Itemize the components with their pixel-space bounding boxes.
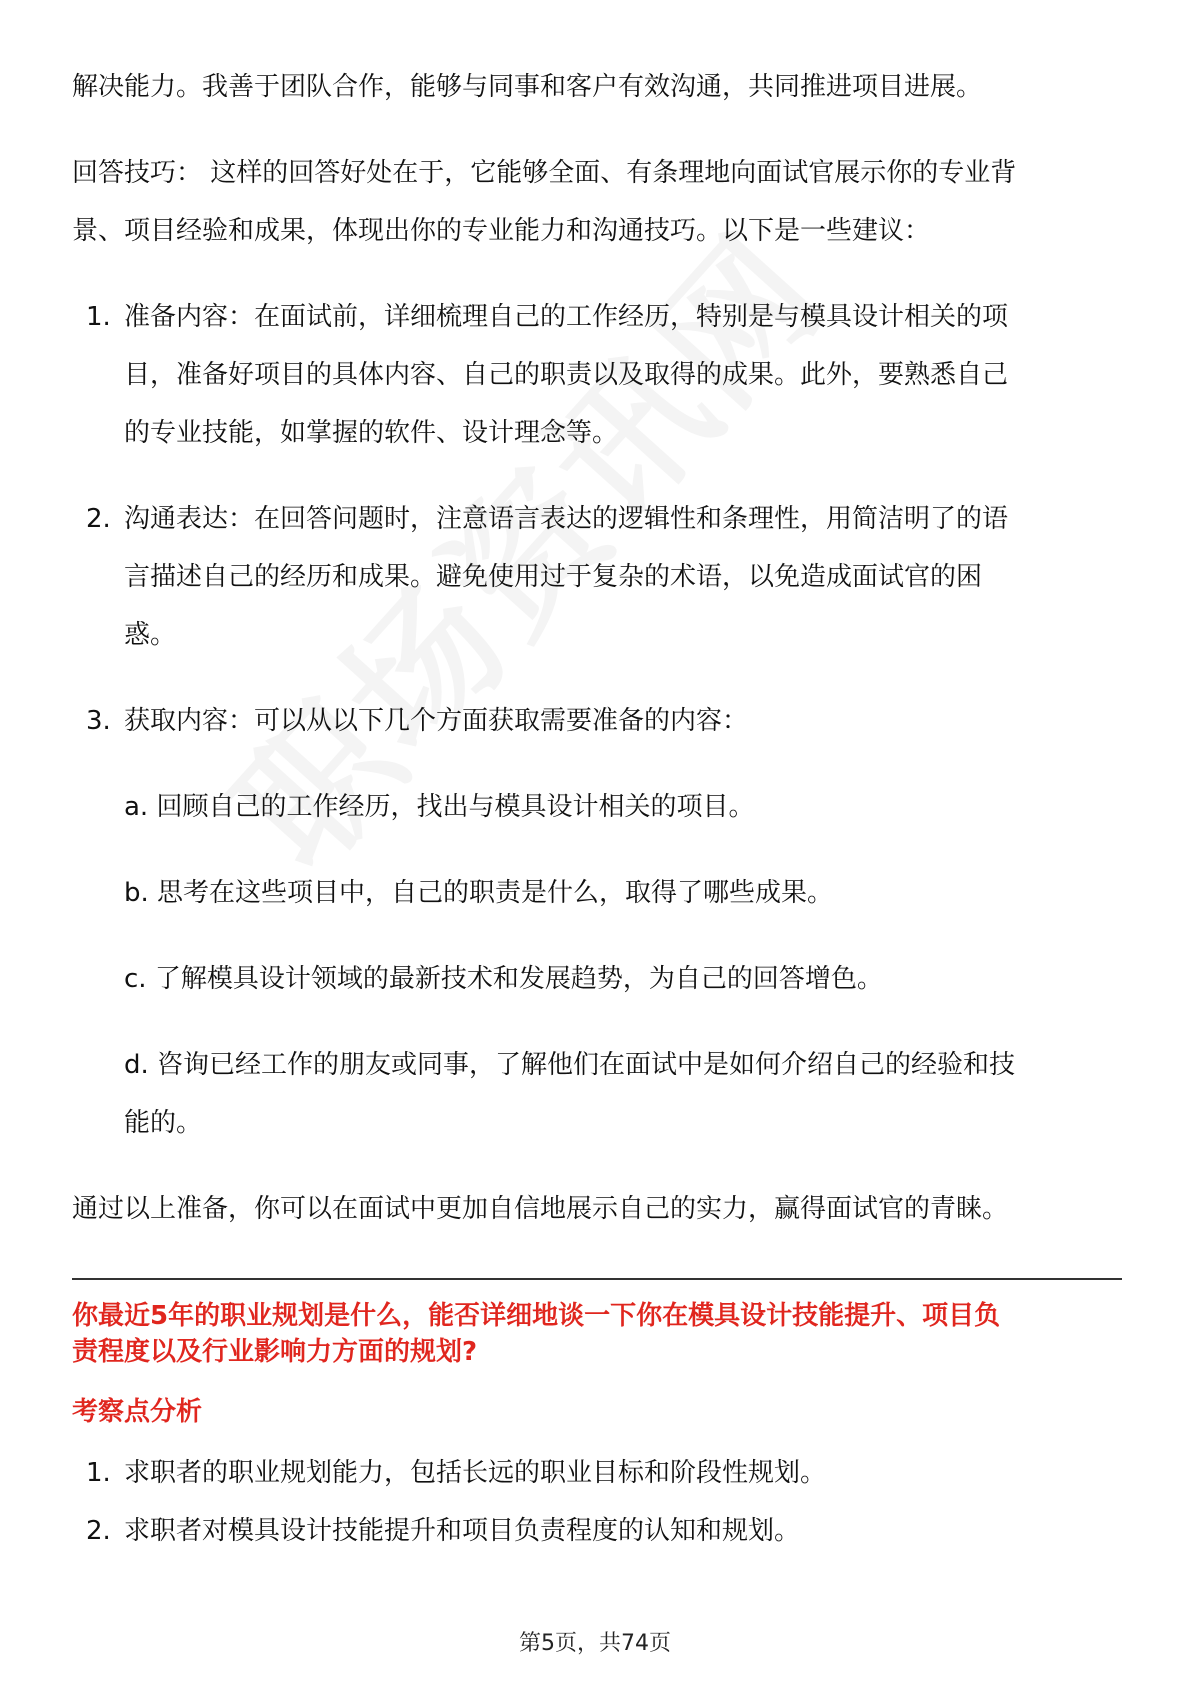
analysis-heading: 考察点分析: [72, 1397, 203, 1427]
sub-item-line: c. 了解模具设计领域的最新技术和发展趋势，为自己的回答增色。: [124, 964, 883, 994]
question-line-1: 你最近5年的职业规划是什么，能否详细地谈一下你在模具设计技能提升、项目负: [72, 1301, 1001, 1331]
suggestion-item: [72, 490, 1122, 664]
suggestion-text: [124, 490, 1122, 664]
suggestion-line: 准备内容：在面试前，详细梳理自己的工作经历，特别是与模具设计相关的项: [124, 302, 1009, 332]
conclusion-paragraph: 通过以上准备，你可以在面试中更加自信地展示自己的实力，赢得面试官的青睐。: [72, 1194, 1009, 1224]
suggestion-number: 3.: [86, 706, 111, 736]
sub-item: [72, 950, 1122, 1008]
analysis-number: 1.: [86, 1458, 111, 1488]
suggestion-line: 沟通表达：在回答问题时，注意语言表达的逻辑性和条理性，用简洁明了的语: [124, 504, 1009, 534]
suggestion-item: [72, 288, 1122, 462]
suggestion-text: [124, 288, 1122, 462]
suggestion-number: 2.: [86, 504, 111, 534]
sub-item: [72, 864, 1122, 922]
suggestion-item: [72, 692, 1122, 750]
analysis-text: 求职者对模具设计技能提升和项目负责程度的认知和规划。: [124, 1516, 801, 1546]
suggestion-list: [72, 288, 1122, 750]
sub-item-line: b. 思考在这些项目中，自己的职责是什么，取得了哪些成果。: [124, 878, 834, 908]
suggestion-line: 获取内容：可以从以下几个方面获取需要准备的内容：: [124, 706, 749, 736]
interview-question: [72, 1298, 1122, 1370]
suggestion-number: 1.: [86, 302, 111, 332]
question-line-2: 责程度以及行业影响力方面的规划?: [72, 1337, 478, 1367]
answer-tips-line-2: 景、项目经验和成果，体现出你的专业能力和沟通技巧。以下是一些建议：: [72, 216, 931, 246]
page-content: [72, 58, 1122, 1560]
answer-tips: [72, 144, 1122, 260]
sub-item-line: 能的。: [124, 1108, 203, 1138]
analysis-number: 2.: [86, 1516, 111, 1546]
suggestion-line: 惑。: [124, 620, 177, 650]
section-divider: [72, 1278, 1122, 1280]
analysis-item: [72, 1444, 1122, 1502]
sub-item-line: a. 回顾自己的工作经历，找出与模具设计相关的项目。: [124, 792, 755, 822]
page-footer: 第5页，共74页: [519, 1631, 671, 1656]
answer-tips-line-1: 回答技巧： 这样的回答好处在于，它能够全面、有条理地向面试官展示你的专业背: [72, 158, 1017, 188]
sub-item: [72, 778, 1122, 836]
suggestion-text: [124, 692, 1122, 750]
sub-item: [72, 1036, 1122, 1152]
sub-item-line: d. 咨询已经工作的朋友或同事，了解他们在面试中是如何介绍自己的经验和技: [124, 1050, 1016, 1080]
analysis-list: [72, 1444, 1122, 1560]
suggestion-line: 言描述自己的经历和成果。避免使用过于复杂的术语，以免造成面试官的困: [124, 562, 983, 592]
suggestion-line: 目，准备好项目的具体内容、自己的职责以及取得的成果。此外，要熟悉自己: [124, 360, 1009, 390]
sub-item-list: [72, 778, 1122, 1152]
suggestion-line: 的专业技能，如掌握的软件、设计理念等。: [124, 418, 619, 448]
analysis-text: 求职者的职业规划能力，包括长远的职业目标和阶段性规划。: [124, 1458, 827, 1488]
analysis-item: [72, 1502, 1122, 1560]
intro-tail-paragraph: 解决能力。我善于团队合作，能够与同事和客户有效沟通，共同推进项目进展。: [72, 72, 983, 102]
